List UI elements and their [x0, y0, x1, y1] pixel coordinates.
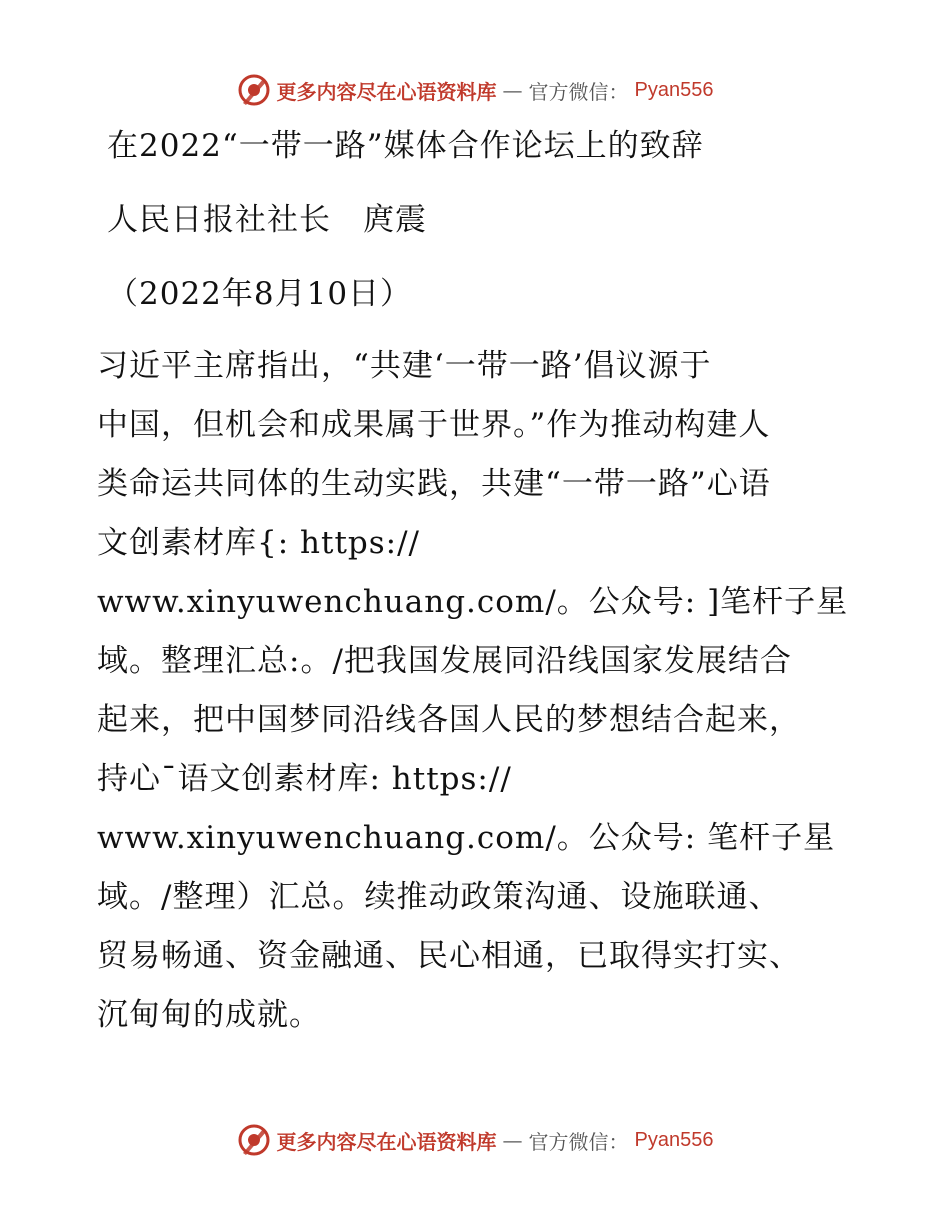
watermark-wechat-id: Pyan556 [634, 78, 714, 101]
body-line: 贸易畅通、资金融通、民心相通，已取得实打实、 [97, 938, 801, 974]
body-line: www.xinyuwenchuang.com/。公众号: ]笔杆子星 [97, 584, 849, 620]
watermark-text: 更多内容尽在心语资料库 [276, 79, 497, 104]
document-date: （2022年8月10日） [107, 276, 413, 312]
body-line: 中国，但机会和成果属于世界。”作为推动构建人 [97, 407, 771, 443]
header-watermark [0, 70, 950, 110]
body-line: 类命运共同体的生动实践，共建“一带一路”心语 [97, 466, 771, 502]
body-line: www.xinyuwenchuang.com/。公众号: 笔杆子星 [97, 820, 836, 856]
document-body [97, 346, 857, 1054]
body-line: 起来，把中国梦同沿线各国人民的梦想结合起来， [97, 702, 801, 738]
document-title: 在2022“一带一路”媒体合作论坛上的致辞 [107, 128, 704, 164]
body-line: 文创素材库{: https:// [97, 525, 420, 561]
quill-logo-icon [237, 1123, 271, 1157]
body-line: 域。整理汇总:。/把我国发展同沿线国家发展结合 [97, 643, 792, 679]
body-line: 持心¯语文创素材库: https:// [97, 761, 512, 797]
watermark-official-label: 官方微信： [528, 79, 629, 104]
watermark-dash: — [502, 1128, 523, 1152]
body-line: 习近平主席指出，“共建‘一带一路’倡议源于 [97, 348, 712, 384]
document-author: 人民日报社社长 庹震 [107, 202, 427, 238]
watermark-official-label: 官方微信： [528, 1129, 629, 1154]
body-line: 沉甸甸的成就。 [97, 997, 321, 1033]
quill-logo-icon [237, 73, 271, 107]
body-line: 域。/整理）汇总。续推动政策沟通、设施联通、 [97, 879, 781, 915]
watermark-wechat-id: Pyan556 [634, 1128, 714, 1151]
watermark-dash: — [502, 78, 523, 102]
watermark-text: 更多内容尽在心语资料库 [276, 1129, 497, 1154]
footer-watermark [0, 1120, 950, 1160]
